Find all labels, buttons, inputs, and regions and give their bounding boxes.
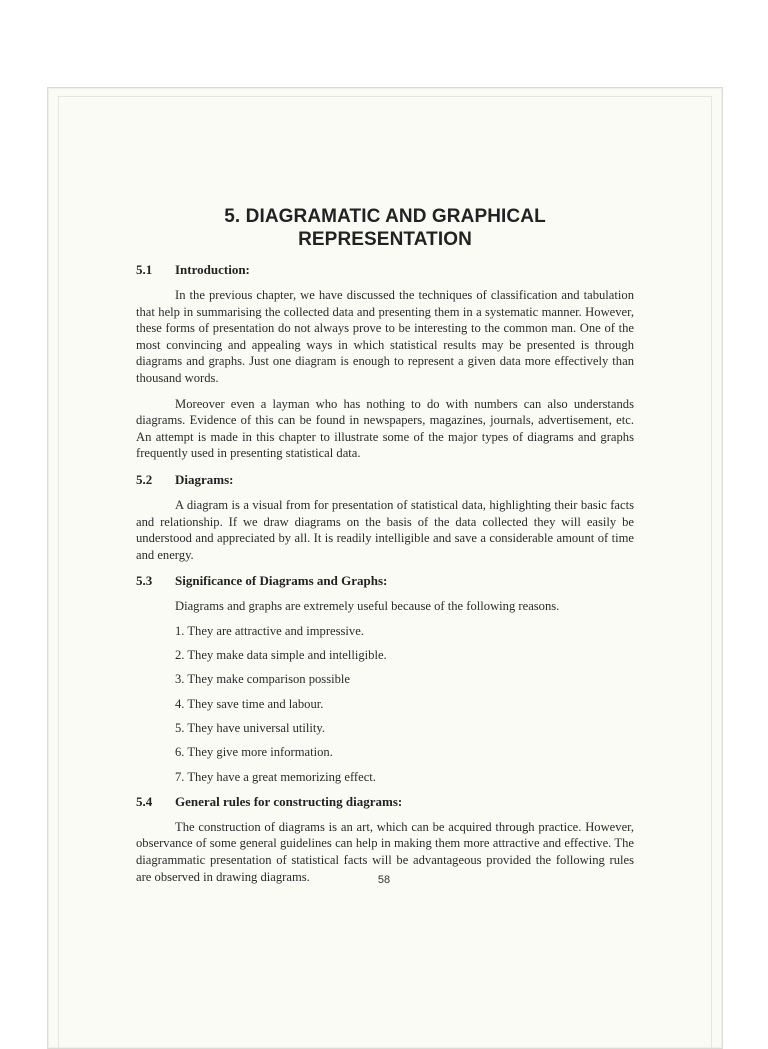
list-item: 2. They make data simple and intelligible.: [175, 648, 387, 663]
list-item: 3. They make comparison possible: [175, 672, 350, 687]
paragraph: The construction of diagrams is an art, which can be acquired through practice. However, observance of some general guidelines can help in making them more attractive and effective. The diagrammatic presentation of statistical facts will be advantageous provided the following rules are observed in drawing diagrams.: [136, 819, 634, 884]
list-item: 6. They give more information.: [175, 745, 333, 760]
paragraph: In the previous chapter, we have discussed the techniques of classification and tabulation that help in summarising the collected data and presenting them in a systematic manner. However, these forms of presentation do not always prove to be interesting to the common man. One of the most convincing and appealing ways in which statistical results may be presented is through diagrams and graphs. Just one diagram is enough to represent a given data more effectively than thousand words.: [136, 288, 634, 385]
page-number: 58: [377, 874, 391, 886]
list-item: 5. They have universal utility.: [175, 721, 326, 736]
chapter-title: [136, 205, 634, 251]
list-item: 1. They are attractive and impressive.: [175, 623, 364, 638]
section-heading-5-2: [136, 471, 634, 488]
section-number: 5.3: [136, 573, 153, 589]
paragraph: Moreover even a layman who has nothing to do with numbers can also understands diagrams. Evidence of this can be found in newspapers, magazines, journals, advertisement, etc. An attempt is made in this chapter to illustrate some of the major types of diagrams and graphs frequently used in presenting statistical data.: [136, 396, 634, 461]
chapter-title-line-1: 5. DIAGRAMATIC AND GRAPHICAL: [224, 206, 546, 227]
paragraph: A diagram is a visual from for presentation of statistical data, highlighting their basic facts and relationship. If we draw diagrams on the basis of the data collected they will easily be understood and appreciated by all. It is readily intelligible and save a considerable amount of time and energy.: [136, 497, 634, 562]
section-title: General rules for constructing diagrams:: [175, 793, 403, 809]
section-heading-5-4: [136, 793, 634, 810]
section-title: Introduction:: [175, 262, 250, 277]
section-title: Significance of Diagrams and Graphs:: [175, 573, 388, 589]
section-number: 5.1: [136, 262, 153, 277]
list-item: 4. They save time and labour.: [175, 696, 324, 711]
section-heading-5-1: [136, 261, 634, 278]
section-number: 5.2: [136, 471, 153, 487]
section-number: 5.4: [136, 793, 153, 809]
section-title: Diagrams:: [175, 471, 234, 487]
list-intro: Diagrams and graphs are extremely useful because of the following reasons.: [175, 599, 560, 614]
chapter-title-line-2: REPRESENTATION: [298, 229, 472, 250]
list-item: 7. They have a great memorizing effect.: [175, 769, 376, 784]
page-content: [136, 205, 634, 894]
section-heading-5-3: [136, 572, 634, 589]
